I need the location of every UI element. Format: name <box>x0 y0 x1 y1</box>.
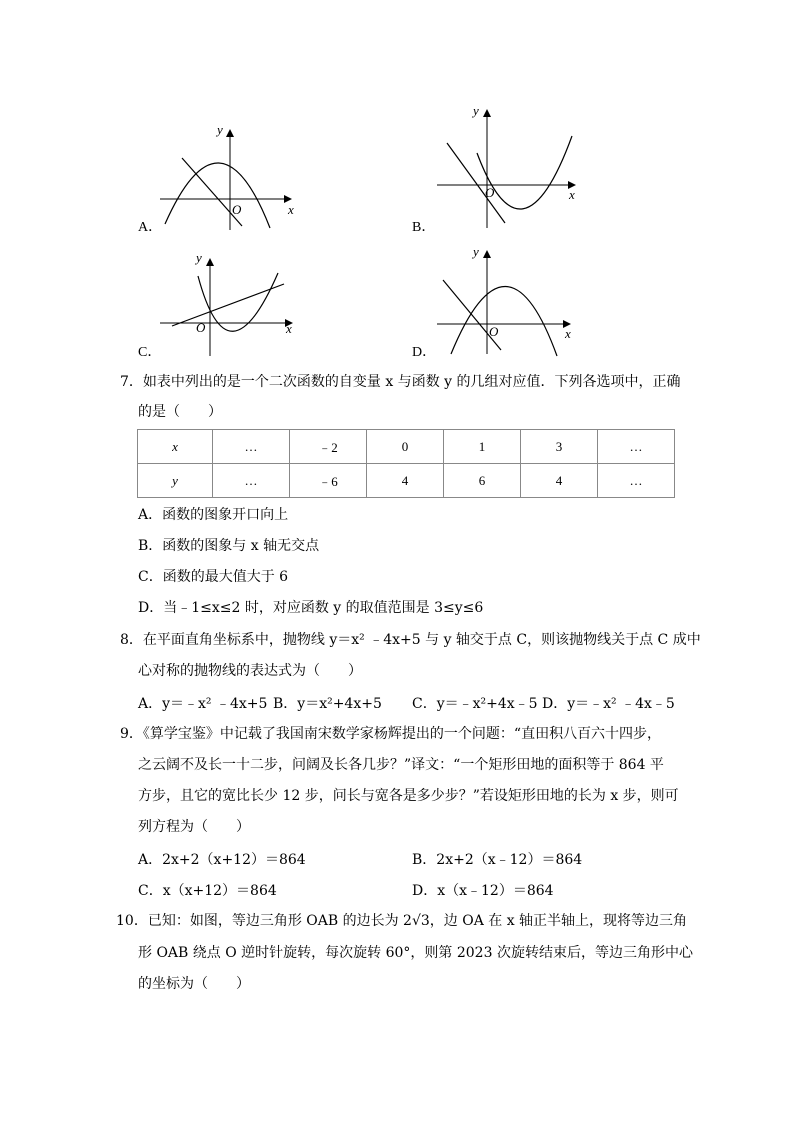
table-cell: ﹣6 <box>290 464 367 498</box>
graph-a-svg <box>160 120 300 230</box>
q9-option-d: D．x（x﹣12）＝864 <box>412 883 554 899</box>
q9-stem-line4: 列方程为（ ） <box>138 819 250 835</box>
table-cell: … <box>213 464 290 498</box>
graph-a <box>160 120 300 234</box>
q8-option-c: C．y＝﹣x²+4x﹣5 <box>412 696 538 712</box>
table-row-y <box>138 464 675 498</box>
graph-b-origin-label: O <box>485 185 495 200</box>
q7-option-d: D．当﹣1≤x≤2 时，对应函数 y 的取值范围是 3≤y≤6 <box>138 600 484 616</box>
table-cell: y <box>138 464 213 498</box>
table-cell: … <box>598 464 675 498</box>
table-cell: ﹣2 <box>290 430 367 464</box>
graph-b <box>437 103 587 232</box>
q9-stem-line2: 之云阔不及长一十二步，问阔及长各几步？”译文：“一个矩形田地的面积等于 864 平 <box>138 757 664 773</box>
q7-option-a: A．函数的图象开口向上 <box>138 507 289 523</box>
q9-option-a: A．2x+2（x+12）＝864 <box>138 852 306 868</box>
option-b-label: B． <box>412 220 436 235</box>
q8-option-a: A．y＝﹣x² ﹣4x+5 <box>138 696 268 712</box>
graph-d-x-label: x <box>565 326 571 341</box>
graph-b-svg <box>437 103 587 228</box>
q9-option-c: C．x（x+12）＝864 <box>138 883 277 899</box>
q7-option-c: C．函数的最大值大于 6 <box>138 569 289 585</box>
q7-option-b: B．函数的图象与 x 轴无交点 <box>138 538 320 554</box>
graph-a-x-label: x <box>288 202 294 217</box>
graph-a-origin-label: O <box>232 202 242 217</box>
graph-a-y-label: y <box>217 122 223 137</box>
q7-stem-line1: 7．如表中列出的是一个二次函数的自变量 x 与函数 y 的几组对应值．下列各选项中，正确 <box>120 374 681 390</box>
graph-d <box>437 244 587 362</box>
option-a-label: A． <box>138 220 163 235</box>
graph-c-y-label: y <box>196 250 202 265</box>
q9-stem-line1: 9．《算学宝鉴》中记载了我国南宋数学家杨辉提出的一个问题：“直田积八百六十四步， <box>120 726 662 742</box>
table-row-x <box>138 430 675 464</box>
table-cell: 1 <box>444 430 521 464</box>
q8-option-b: B．y＝x²+4x+5 <box>273 696 382 712</box>
q10-stem-line2: 形 OAB 绕点 O 逆时针旋转，每次旋转 60°，则第 2023 次旋转结束后，等边三角形中心 <box>138 945 693 961</box>
q7-value-table <box>137 429 675 498</box>
graph-c-svg <box>160 248 300 358</box>
graph-c-x-label: x <box>286 321 292 336</box>
q9-stem-line3: 方步，且它的宽比长少 12 步，问长与宽各是多少步？”若设矩形田地的长为 x 步，则可 <box>138 788 679 804</box>
q10-stem-line1: 10．已知：如图，等边三角形 OAB 的边长为 2√3，边 OA 在 x 轴正半轴上，现将等边三角 <box>116 913 688 929</box>
q7-stem-line2: 的是（ ） <box>138 404 222 420</box>
q9-option-b: B．2x+2（x﹣12）＝864 <box>412 852 583 868</box>
graph-d-y-label: y <box>473 244 479 259</box>
graph-b-y-label: y <box>473 103 479 118</box>
option-c-label: C． <box>138 345 162 360</box>
graph-b-x-label: x <box>569 187 575 202</box>
table-cell: … <box>598 430 675 464</box>
table-cell: 4 <box>521 464 598 498</box>
table-cell: 3 <box>521 430 598 464</box>
graph-c-origin-label: O <box>196 320 206 335</box>
q8-stem-line1: 8．在平面直角坐标系中，抛物线 y＝x² ﹣4x+5 与 y 轴交于点 C，则该抛物线关于点 C 成中 <box>120 632 701 648</box>
table-cell: 4 <box>367 464 444 498</box>
table-cell: 0 <box>367 430 444 464</box>
table-cell: x <box>138 430 213 464</box>
table-cell: … <box>213 430 290 464</box>
q10-stem-line3: 的坐标为（ ） <box>138 976 250 992</box>
graph-c <box>160 248 300 362</box>
graph-d-origin-label: O <box>489 324 499 339</box>
q8-stem-line2: 心对称的抛物线的表达式为（ ） <box>138 663 362 679</box>
option-d-label: D． <box>412 345 437 360</box>
q8-option-d: D．y＝﹣x² ﹣4x﹣5 <box>542 696 675 712</box>
table-cell: 6 <box>444 464 521 498</box>
